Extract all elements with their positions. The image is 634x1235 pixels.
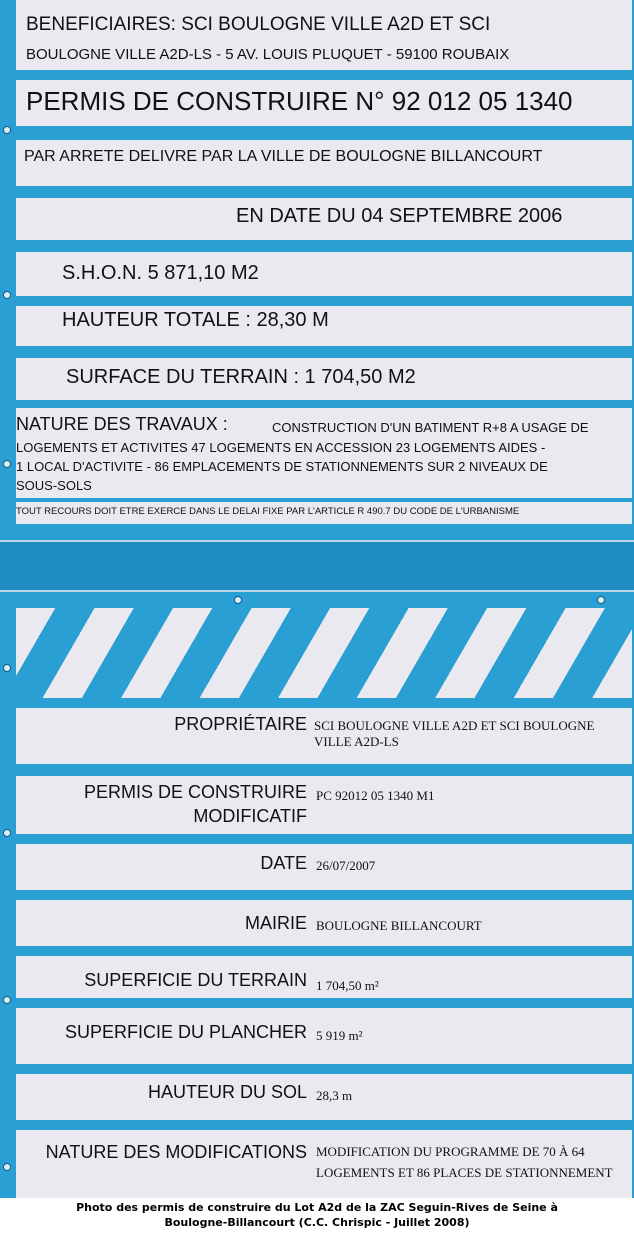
surface-text: SURFACE DU TERRAIN : 1 704,50 M2: [66, 366, 416, 388]
label-superficie-plancher: SUPERFICIE DU PLANCHER: [64, 1022, 307, 1042]
label-mairie: MAIRIE: [244, 913, 307, 933]
value-permis: PC 92012 05 1340 M1: [316, 788, 435, 803]
nature-line-4: SOUS-SOLS: [16, 478, 92, 493]
date-text: EN DATE DU 04 SEPTEMBRE 2006: [236, 205, 563, 227]
label-date: DATE: [260, 853, 307, 873]
rivet: [3, 291, 11, 299]
label-proprietaire: PROPRIÉTAIRE: [174, 714, 307, 734]
photo-caption: [0, 1198, 634, 1235]
arrete-text: PAR ARRETE DELIVRE PAR LA VILLE DE BOULOGNE BILLANCOURT: [24, 148, 543, 165]
panel-separator: [0, 540, 634, 592]
nature-line-1: CONSTRUCTION D'UN BATIMENT R+8 A USAGE DE: [272, 420, 589, 435]
rivet: [3, 829, 11, 837]
permit-panel-original: [16, 0, 632, 528]
nature-line-3: 1 LOCAL D'ACTIVITE - 86 EMPLACEMENTS DE STATIONNEMENTS SUR 2 NIVEAUX DE: [16, 459, 548, 474]
label-permis-2: MODIFICATIF: [193, 806, 307, 826]
label-superficie-terrain: SUPERFICIE DU TERRAIN: [84, 970, 307, 990]
nature-label: NATURE DES TRAVAUX :: [16, 414, 228, 434]
label-hauteur-sol: HAUTEUR DU SOL: [147, 1082, 307, 1102]
value-proprietaire: SCI BOULOGNE VILLE A2D ET SCI BOULOGNE: [314, 718, 595, 733]
value-nature-modifications-2: LOGEMENTS ET 86 PLACES DE STATIONNEMENT: [316, 1165, 613, 1180]
value-superficie-plancher: 5 919 m²: [316, 1028, 363, 1043]
rivet: [597, 596, 605, 604]
value-nature-modifications: MODIFICATION DU PROGRAMME DE 70 À 64: [316, 1144, 585, 1159]
caption-line-2: Boulogne-Billancourt (C.C. Chrispic - Juillet 2008): [164, 1216, 470, 1229]
value-mairie: BOULOGNE BILLANCOURT: [316, 918, 482, 933]
rivet: [3, 996, 11, 1004]
recours-text: TOUT RECOURS DOIT ETRE EXERCE DANS LE DELAI FIXE PAR L'ARTICLE R 490.7 DU CODE DE L'URBANISME: [16, 506, 520, 517]
shon-text: S.H.O.N. 5 871,10 M2: [62, 262, 259, 284]
label-permis: PERMIS DE CONSTRUIRE: [83, 782, 307, 802]
beneficiaires-line-2: BOULOGNE VILLE A2D-LS - 5 AV. LOUIS PLUQUET - 59100 ROUBAIX: [26, 46, 510, 63]
value-date: 26/07/2007: [316, 858, 376, 873]
rivet: [3, 1163, 11, 1171]
beneficiaires-line-1: BENEFICIAIRES: SCI BOULOGNE VILLE A2D ET SCI: [26, 14, 491, 35]
hatch-band: [16, 608, 632, 698]
nature-line-2: LOGEMENTS ET ACTIVITES 47 LOGEMENTS EN ACCESSION 23 LOGEMENTS AIDES -: [16, 440, 546, 455]
permis-number: PERMIS DE CONSTRUIRE N° 92 012 05 1340: [26, 86, 573, 116]
rivet: [3, 126, 11, 134]
value-superficie-terrain: 1 704,50 m²: [316, 978, 379, 993]
rivet: [3, 460, 11, 468]
rivet: [234, 596, 242, 604]
caption-line-1: Photo des permis de construire du Lot A2d de la ZAC Seguin-Rives de Seine à: [76, 1201, 558, 1214]
permit-panel-modificatif: [16, 608, 632, 1198]
value-hauteur-sol: 28,3 m: [316, 1088, 353, 1103]
hauteur-text: HAUTEUR TOTALE : 28,30 M: [62, 309, 329, 331]
label-nature-modifications: NATURE DES MODIFICATIONS: [45, 1142, 307, 1162]
rivet: [3, 664, 11, 672]
value-proprietaire-2: VILLE A2D-LS: [314, 734, 399, 749]
